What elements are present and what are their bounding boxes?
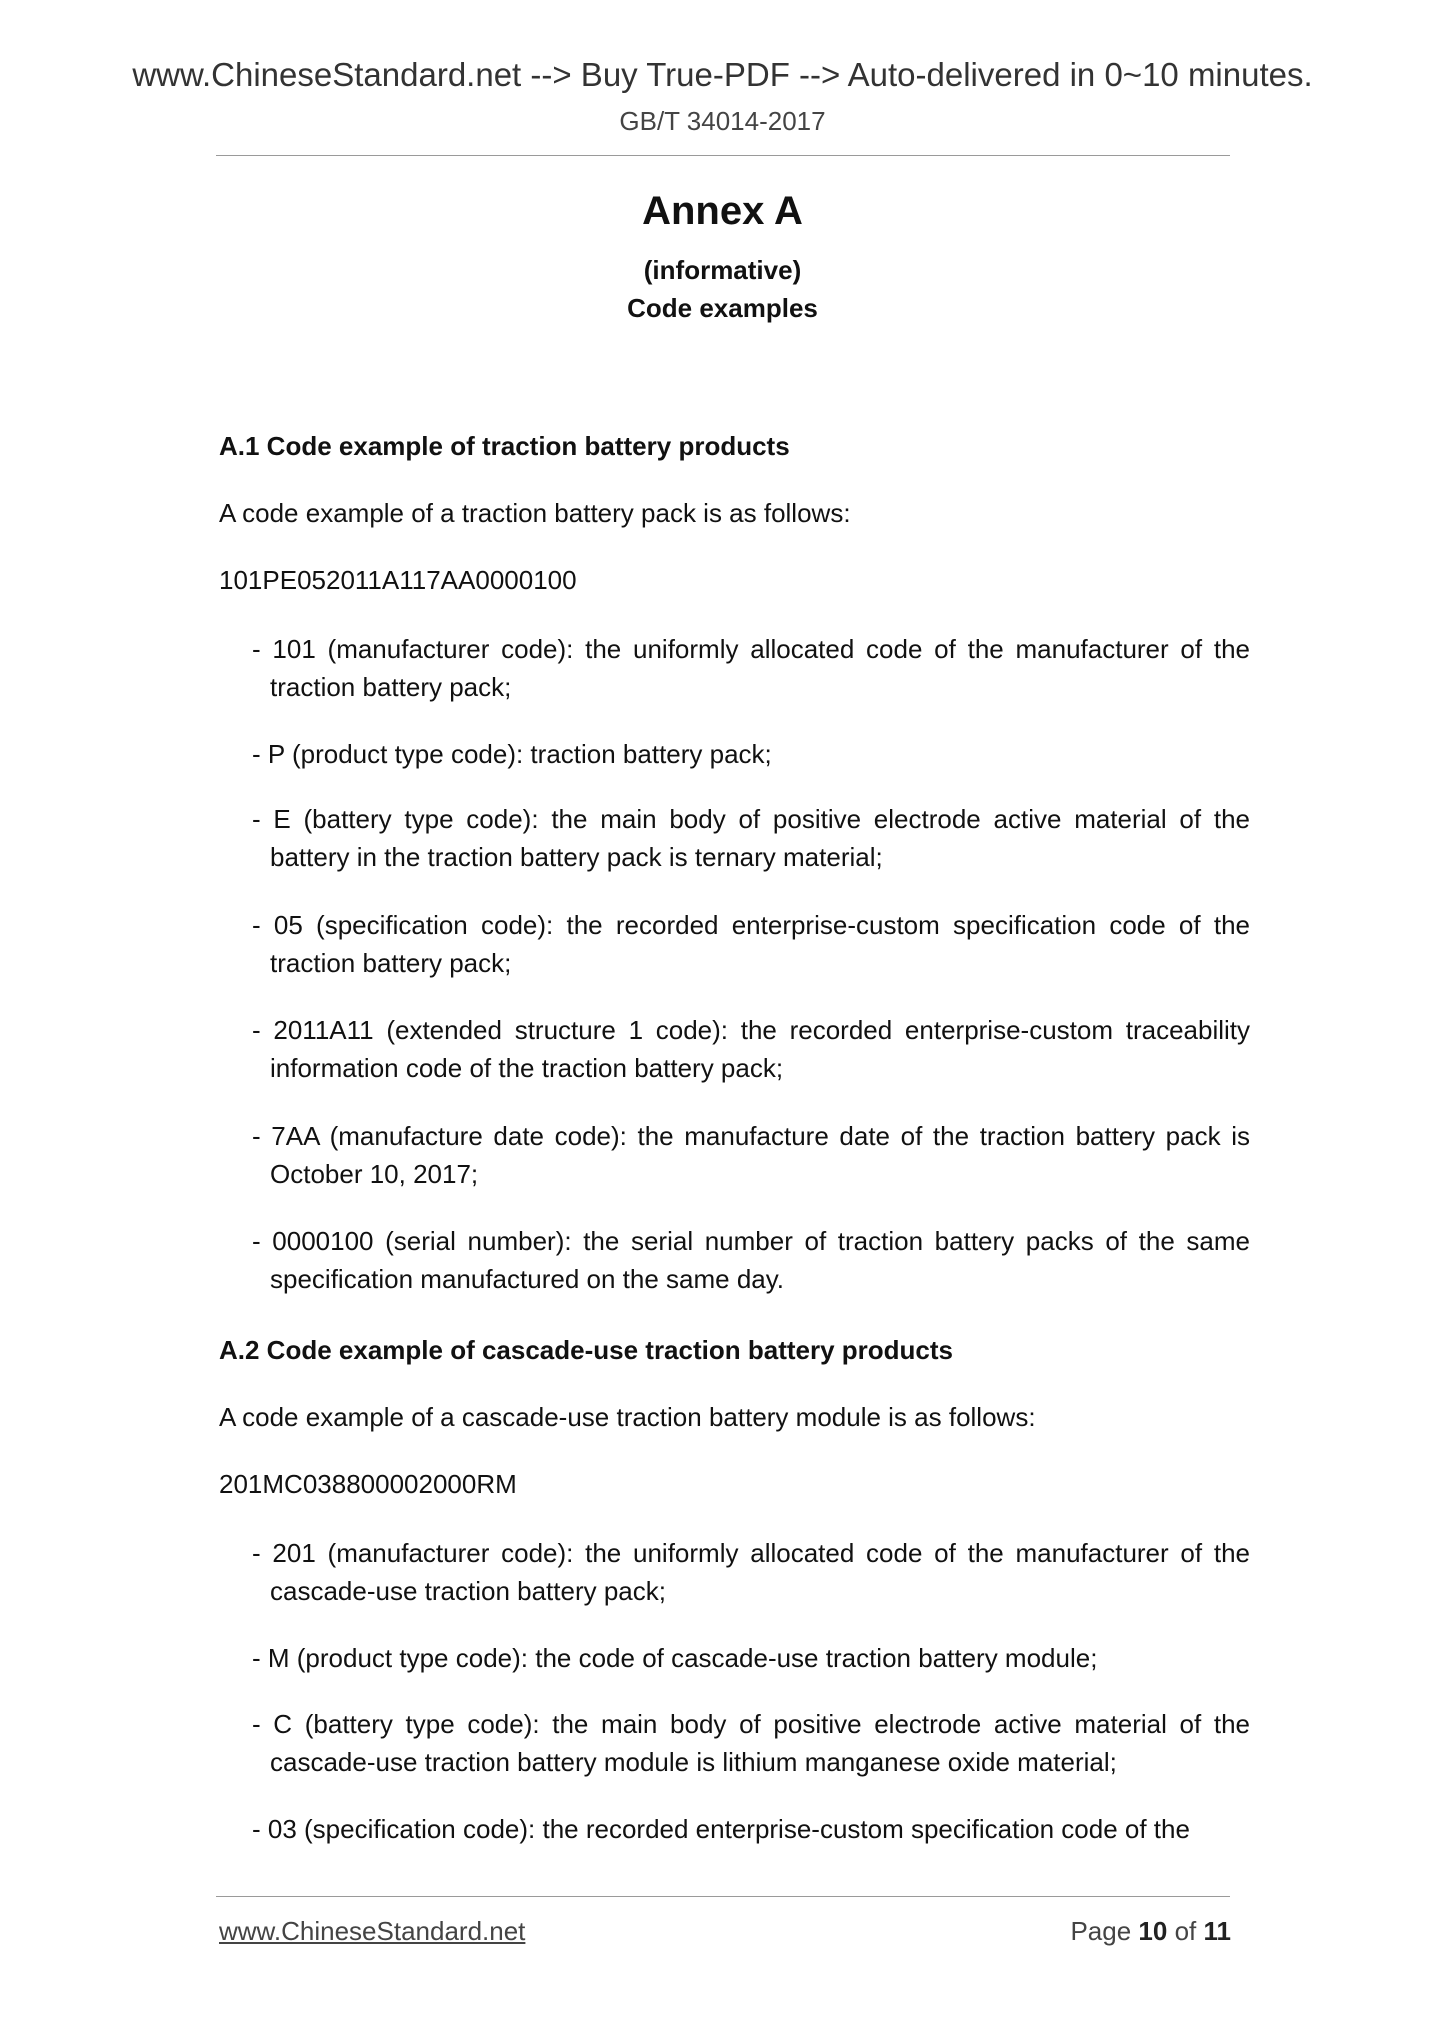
list-item: - P (product type code): traction battery pack; bbox=[252, 739, 772, 769]
page-number bbox=[1070, 1916, 1231, 1947]
header-banner: www.ChineseStandard.net --> Buy True-PDF --> Auto-delivered in 0~10 minutes. bbox=[132, 56, 1313, 93]
list-item: - 7AA (manufacture date code): the manufacture date of the traction battery pack is October 10, 2017; bbox=[252, 1121, 1250, 1189]
section-a1-intro: A code example of a traction battery pack is as follows: bbox=[219, 498, 851, 528]
list-item: - 0000100 (serial number): the serial number of traction battery packs of the same specification manufactured on the same day. bbox=[252, 1226, 1250, 1294]
footer-site-link[interactable]: www.ChineseStandard.net bbox=[219, 1916, 526, 1946]
footer-divider bbox=[216, 1896, 1230, 1897]
page-current: 10 bbox=[1138, 1916, 1168, 1946]
list-item: - 05 (specification code): the recorded enterprise-custom specification code of the traction battery pack; bbox=[252, 910, 1250, 978]
section-a2-code: 201MC038800002000RM bbox=[219, 1469, 517, 1499]
document-id: GB/T 34014-2017 bbox=[619, 106, 826, 136]
section-a1-code: 101PE052011A117AA0000100 bbox=[219, 565, 577, 595]
list-item: - 101 (manufacturer code): the uniformly allocated code of the manufacturer of the traction battery pack; bbox=[252, 634, 1250, 702]
annex-nature: (informative) bbox=[643, 255, 802, 285]
annex-title: Annex A bbox=[642, 189, 803, 233]
section-a2-intro: A code example of a cascade-use traction battery module is as follows: bbox=[219, 1402, 1036, 1432]
header-divider bbox=[216, 155, 1230, 156]
page-total: 11 bbox=[1203, 1916, 1231, 1946]
section-a2-heading: A.2 Code example of cascade-use traction battery products bbox=[219, 1335, 953, 1365]
list-item: - M (product type code): the code of cascade-use traction battery module; bbox=[252, 1643, 1098, 1673]
section-a1-heading: A.1 Code example of traction battery products bbox=[219, 431, 790, 461]
annex-subtitle: Code examples bbox=[627, 293, 818, 323]
list-item: - C (battery type code): the main body of positive electrode active material of the cascade-use traction battery module is lithium manganese oxide material; bbox=[252, 1709, 1250, 1777]
list-item: - 2011A11 (extended structure 1 code): the recorded enterprise-custom traceability information code of the traction battery pack; bbox=[252, 1015, 1250, 1083]
page-prefix: Page bbox=[1070, 1916, 1132, 1946]
page-of: of bbox=[1174, 1916, 1197, 1946]
list-item: - 201 (manufacturer code): the uniformly allocated code of the manufacturer of the cascade-use traction battery pack; bbox=[252, 1538, 1250, 1606]
list-item: - E (battery type code): the main body of positive electrode active material of the battery in the traction battery pack is ternary material; bbox=[252, 804, 1250, 872]
list-item: - 03 (specification code): the recorded enterprise-custom specification code of the bbox=[252, 1814, 1190, 1844]
